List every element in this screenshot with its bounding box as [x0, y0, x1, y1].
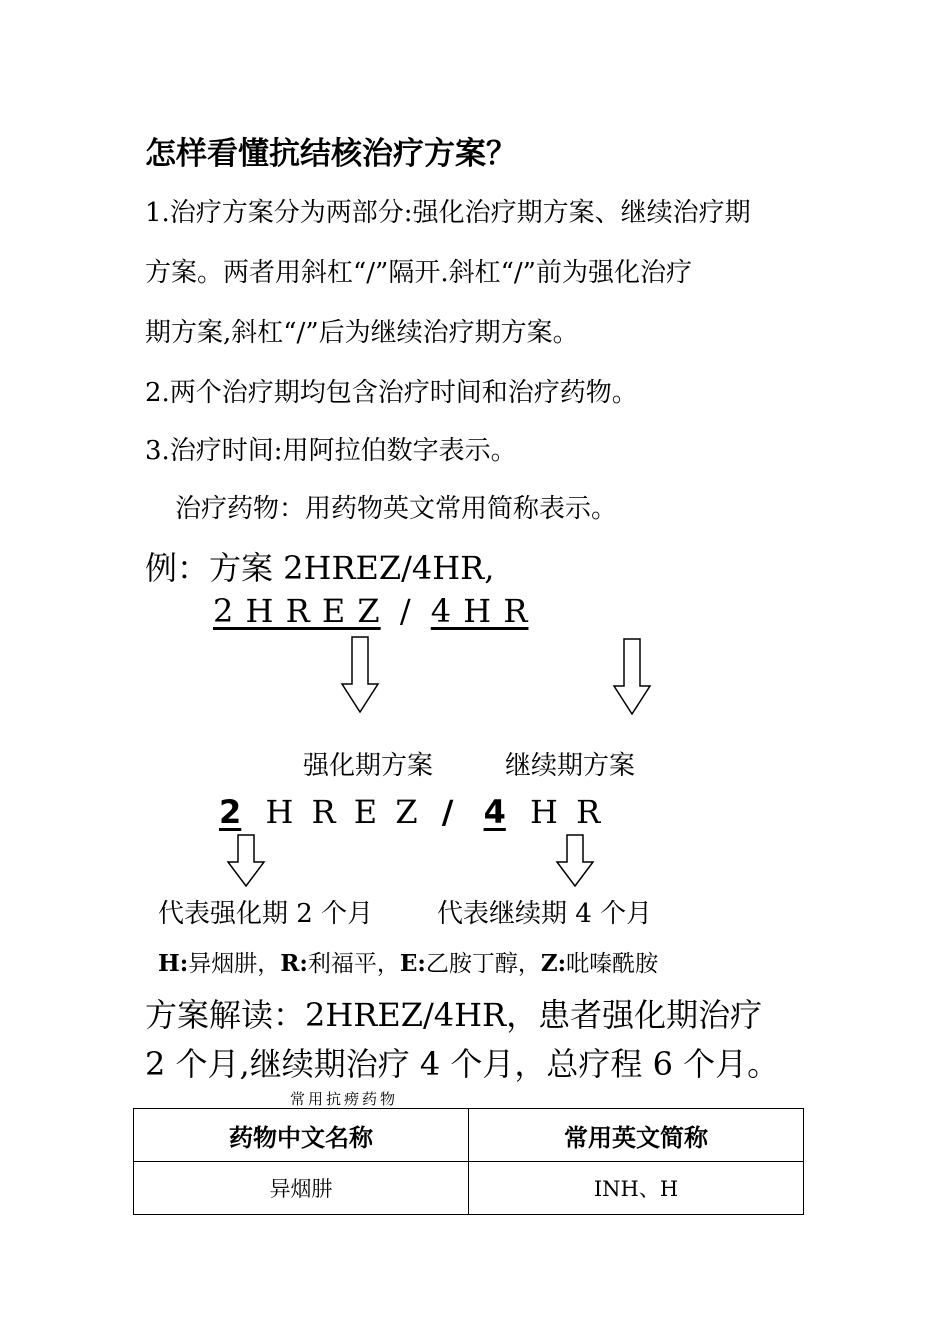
legend-key: Z:: [540, 950, 567, 977]
legend-value: 异烟肼，: [188, 951, 281, 977]
legend-key: E:: [399, 950, 426, 977]
header-chinese-name: 药物中文名称: [134, 1109, 469, 1162]
cell-english-abbreviation: INH、H: [469, 1162, 804, 1215]
continuation-phase-code: 4 H R: [430, 592, 529, 630]
slash-separator: /: [441, 793, 454, 831]
drug-abbreviation-legend: [158, 945, 658, 978]
paragraph-1-line-2: 方案。两者用斜杠“/”隔开.斜杠“/”前为强化治疗: [145, 258, 692, 288]
legend-value: 乙胺丁醇，: [425, 951, 541, 977]
header-english-abbreviation: 常用英文简称: [469, 1109, 804, 1162]
interpretation-line-2: 2 个月,继续期治疗 4 个月，总疗程 6 个月。: [145, 1045, 780, 1083]
continuation-phase-label: 继续期方案: [505, 751, 636, 781]
table-row: [134, 1162, 804, 1215]
intensive-duration: 2: [219, 793, 242, 831]
continuation-duration-label: 代表继续期 4 个月: [437, 899, 653, 929]
paragraph-2: 2.两个治疗期均包含治疗时间和治疗药物。: [145, 378, 638, 408]
intensive-phase-label: 强化期方案: [303, 751, 434, 781]
cell-chinese-name: 异烟肼: [134, 1162, 469, 1215]
down-arrow-icon: [555, 834, 595, 888]
continuation-drugs: H R: [530, 793, 601, 831]
example-heading: 例：方案 2HREZ/4HR,: [145, 549, 495, 587]
interpretation-line-1: 方案解读：2HREZ/4HR，患者强化期治疗: [145, 996, 763, 1034]
drug-table: [133, 1108, 804, 1215]
regimen-sequence-1: [213, 592, 528, 630]
table-header-row: [134, 1109, 804, 1162]
paragraph-4: 治疗药物：用药物英文常用简称表示。: [175, 494, 618, 524]
paragraph-1-line-1: 1.治疗方案分为两部分:强化治疗期方案、继续治疗期: [145, 198, 751, 228]
legend-value: 吡嗪酰胺: [566, 951, 659, 977]
regimen-sequence-2: [213, 793, 600, 831]
continuation-duration: 4: [483, 793, 506, 831]
down-arrow-icon: [226, 834, 266, 888]
intensive-phase-code: 2 H R E Z: [213, 592, 381, 630]
legend-key: H:: [158, 950, 189, 977]
down-arrow-icon: [340, 636, 380, 714]
down-arrow-icon: [612, 638, 652, 716]
page-title: 怎样看懂抗结核治疗方案？: [145, 136, 517, 172]
table-caption: 常用抗痨药物: [290, 1090, 399, 1108]
slash-separator: /: [399, 592, 412, 630]
intensive-drugs: H R E Z: [265, 793, 418, 831]
legend-value: 利福平，: [307, 951, 400, 977]
paragraph-1-line-3: 期方案,斜杠“/”后为继续治疗期方案。: [145, 318, 579, 348]
legend-key: R:: [280, 950, 308, 977]
intensive-duration-label: 代表强化期 2 个月: [158, 899, 374, 929]
paragraph-3: 3.治疗时间:用阿拉伯数字表示。: [145, 436, 517, 466]
